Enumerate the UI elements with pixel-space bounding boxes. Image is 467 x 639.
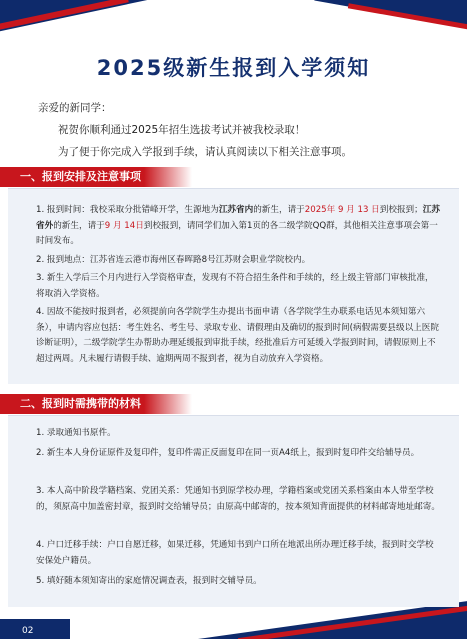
greeting: 亲爱的新同学： <box>38 102 112 114</box>
item1-date-in: 2025年 9 月 13 日 <box>304 205 380 215</box>
section1-header: 一、报到安排及注意事项 <box>0 167 192 187</box>
decor-bottom-left <box>0 619 70 639</box>
intro-instruction: 为了便于你完成入学报到手续，请认真阅读以下相关注意事项。 <box>58 146 352 158</box>
intro-congrats: 祝贺你顺利通过2025年招生选拔考试并被我校录取！ <box>58 124 306 136</box>
section2-header: 二、报到时需携带的材料 <box>0 394 192 414</box>
item1-date-out: 9 月 14日 <box>104 220 144 231</box>
item1-text-a: 1. 报到时间：我校采取分批错峰开学，生源地为 <box>36 205 219 215</box>
section2-item3: 3. 本人高中阶段学籍档案、党团关系：凭通知书到原学校办理，学籍档案或党团关系档案由本人带至学校的，须原高中加盖密封章，报到时交给辅导员；由原高中邮寄的，按本须知背面提供的材料邮寄地址邮寄。 <box>36 486 440 512</box>
section1-item4: 4. 因故不能按时报到者，必须提前向各学院学生办提出书面申请（各学院学生办联系电话见本须知第六条），申请内容应包括：考生姓名、考生号、录取专业、请假理由及确切的报到时间(病假需要县级以上医院诊断证明），二级学院学生办帮助办理延缓报到审批手续，经批准后方可延缓入学报到时间，请假原则上不超过两周。凡未履行请假手续、逾期两周不报到者，视为自动放弃入学资格。 <box>36 307 439 364</box>
section2-item4: 4. 户口迁移手续：户口自愿迁移，如果迁移，凭通知书到户口所在地派出所办理迁移手续，报到时交学校安保处户籍员。 <box>36 540 434 566</box>
item1-text-d: 的新生，请于 <box>53 220 105 231</box>
item1-text-e: 到校报到，请同学们加入第1页的各二级学院QQ群，其他相关注意事项会第一时间发布。 <box>36 220 438 246</box>
item1-province-out: 江苏省外 <box>36 205 440 231</box>
section2-item2: 2. 新生本人身份证原件及复印件，复印件需正反面复印在同一页A4纸上，报到时复印件交给辅导员。 <box>36 448 420 458</box>
section2-item5: 5. 填好随本须知寄出的家庭情况调查表，报到时交辅导员。 <box>36 576 262 586</box>
section1-item3: 3. 新生入学后三个月内进行入学资格审查，发现有不符合招生条件和手续的，经上级主管部门审核批准，将取消入学资格。 <box>36 273 434 299</box>
item1-text-c: 到校报到； <box>379 205 423 215</box>
page-number: 02 <box>22 626 34 636</box>
section2-item1: 1. 录取通知书原件。 <box>36 428 116 438</box>
item1-province-in: 江苏省内 <box>218 205 254 215</box>
item1-text-b: 的新生，请于 <box>253 205 305 215</box>
page-title: 2025级新生报到入学须知 <box>96 56 371 80</box>
section1-item2: 2. 报到地点：江苏省连云港市海州区春晖路8号江苏财会职业学院校内。 <box>36 255 311 265</box>
section1-item1 <box>36 203 442 250</box>
